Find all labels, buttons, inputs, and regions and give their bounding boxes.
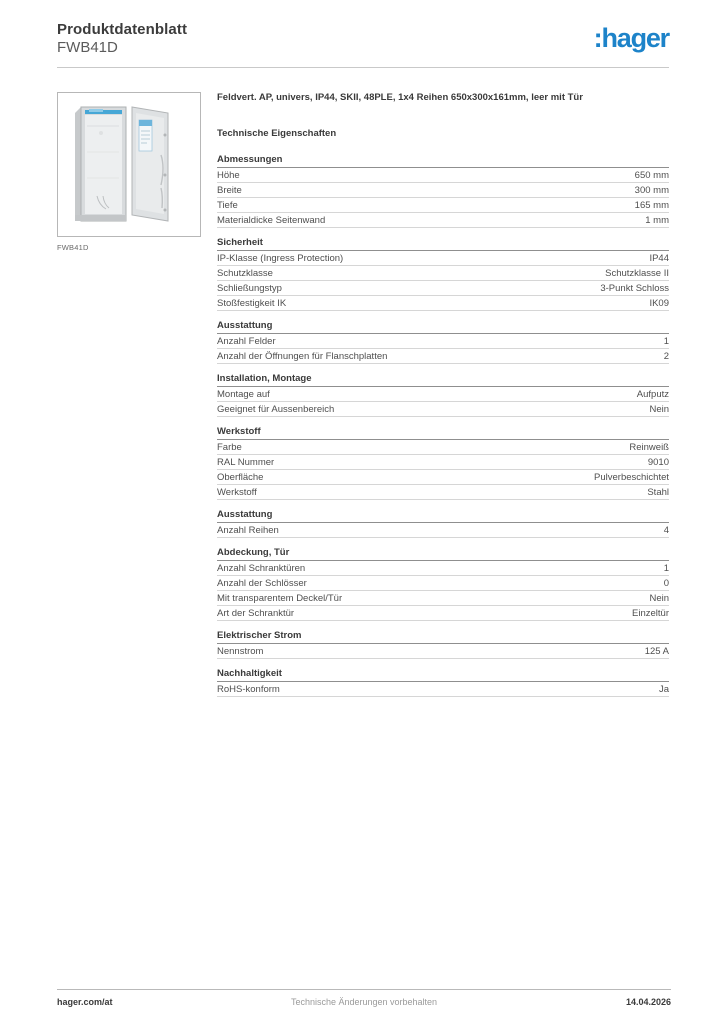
spec-section-title: Elektrischer Strom (217, 631, 669, 644)
spec-label: Farbe (217, 441, 242, 453)
spec-row (217, 470, 669, 485)
spec-row (217, 591, 669, 606)
spec-label: Höhe (217, 169, 240, 181)
spec-label: Schutzklasse (217, 267, 273, 279)
footer-date: 14.04.2026 (625, 997, 671, 1007)
spec-label: Anzahl Reihen (217, 524, 279, 536)
spec-value: 1 (663, 335, 669, 347)
spec-row (217, 251, 669, 266)
spec-row (217, 334, 669, 349)
spec-value: 300 mm (634, 184, 669, 196)
product-image-frame (57, 92, 201, 237)
spec-row (217, 387, 669, 402)
footer-disclaimer: Technische Änderungen vorbehalten (290, 997, 438, 1007)
spec-label: Schließungstyp (217, 282, 282, 294)
spec-label: RAL Nummer (217, 456, 275, 468)
product-code: FWB41D (57, 39, 118, 56)
spec-value: Stahl (647, 486, 669, 498)
spec-section (217, 510, 669, 538)
spec-row (217, 644, 669, 659)
spec-label: Anzahl der Schlösser (217, 577, 307, 589)
product-image-caption: FWB41D (57, 243, 89, 252)
spec-label: Oberfläche (217, 471, 264, 483)
spec-row (217, 523, 669, 538)
product-title: Feldvert. AP, univers, IP44, SKII, 48PLE, 1x4 Reihen 650x300x161mm, leer mit Tür (217, 92, 583, 103)
spec-label: Anzahl Felder (217, 335, 276, 347)
spec-label: Breite (217, 184, 242, 196)
spec-row (217, 402, 669, 417)
spec-section-title: Installation, Montage (217, 374, 669, 387)
spec-section (217, 374, 669, 417)
spec-section-title: Werkstoff (217, 427, 669, 440)
spec-row (217, 168, 669, 183)
spec-value: IP44 (649, 252, 669, 264)
spec-section (217, 238, 669, 311)
spec-row (217, 682, 669, 697)
spec-value: 1 (663, 562, 669, 574)
spec-label: Nennstrom (217, 645, 264, 657)
spec-section (217, 631, 669, 659)
spec-label: Anzahl Schranktüren (217, 562, 306, 574)
tech-properties-heading: Technische Eigenschaften (217, 128, 337, 139)
spec-value: 1 mm (645, 214, 669, 226)
document-type-title: Produktdatenblatt (57, 21, 188, 38)
spec-value: Einzeltür (632, 607, 669, 619)
spec-section (217, 427, 669, 500)
page-header (57, 21, 669, 57)
spec-row (217, 281, 669, 296)
spec-value: Nein (649, 403, 669, 415)
spec-label: Geeignet für Aussenbereich (217, 403, 335, 415)
spec-value: Ja (658, 683, 669, 695)
header-divider (57, 67, 669, 68)
spec-value: Schutzklasse II (605, 267, 669, 279)
footer-website-link[interactable]: hager.com/at (57, 997, 113, 1007)
spec-label: IP-Klasse (Ingress Protection) (217, 252, 344, 264)
spec-row (217, 485, 669, 500)
spec-section-title: Nachhaltigkeit (217, 669, 669, 682)
spec-row (217, 213, 669, 228)
spec-section (217, 548, 669, 621)
spec-value: 0 (663, 577, 669, 589)
page-footer (57, 997, 671, 1007)
spec-value: 4 (663, 524, 669, 536)
spec-section-title: Ausstattung (217, 510, 669, 523)
spec-section-title: Sicherheit (217, 238, 669, 251)
spec-value: 3-Punkt Schloss (600, 282, 669, 294)
spec-label: Montage auf (217, 388, 270, 400)
spec-label: Mit transparentem Deckel/Tür (217, 592, 343, 604)
spec-value: IK09 (649, 297, 669, 309)
spec-row (217, 606, 669, 621)
spec-row (217, 266, 669, 281)
spec-section-title: Ausstattung (217, 321, 669, 334)
spec-label: Materialdicke Seitenwand (217, 214, 326, 226)
spec-row (217, 576, 669, 591)
spec-label: Stoßfestigkeit IK (217, 297, 287, 309)
spec-row (217, 349, 669, 364)
spec-section-title: Abmessungen (217, 155, 669, 168)
spec-row (217, 440, 669, 455)
spec-value: Pulverbeschichtet (594, 471, 669, 483)
footer-divider (57, 989, 671, 990)
spec-value: 2 (663, 350, 669, 362)
spec-row (217, 198, 669, 213)
spec-value: Aufputz (636, 388, 669, 400)
spec-row (217, 296, 669, 311)
spec-value: 125 A (644, 645, 669, 657)
spec-label: Art der Schranktür (217, 607, 295, 619)
spec-section (217, 669, 669, 697)
spec-value: 650 mm (634, 169, 669, 181)
spec-value: 9010 (647, 456, 669, 468)
spec-label: Tiefe (217, 199, 238, 211)
product-image (65, 100, 193, 230)
spec-label: Werkstoff (217, 486, 257, 498)
spec-value: Nein (649, 592, 669, 604)
spec-value: Reinweiß (629, 441, 669, 453)
spec-value: 165 mm (634, 199, 669, 211)
hager-logo: :hager (593, 23, 669, 53)
spec-sections (217, 155, 669, 697)
spec-row (217, 561, 669, 576)
spec-label: Anzahl der Öffnungen für Flanschplatten (217, 350, 388, 362)
spec-section-title: Abdeckung, Tür (217, 548, 669, 561)
spec-row (217, 183, 669, 198)
spec-section (217, 155, 669, 228)
spec-row (217, 455, 669, 470)
spec-section (217, 321, 669, 364)
spec-label: RoHS-konform (217, 683, 280, 695)
spec-column (217, 92, 669, 707)
